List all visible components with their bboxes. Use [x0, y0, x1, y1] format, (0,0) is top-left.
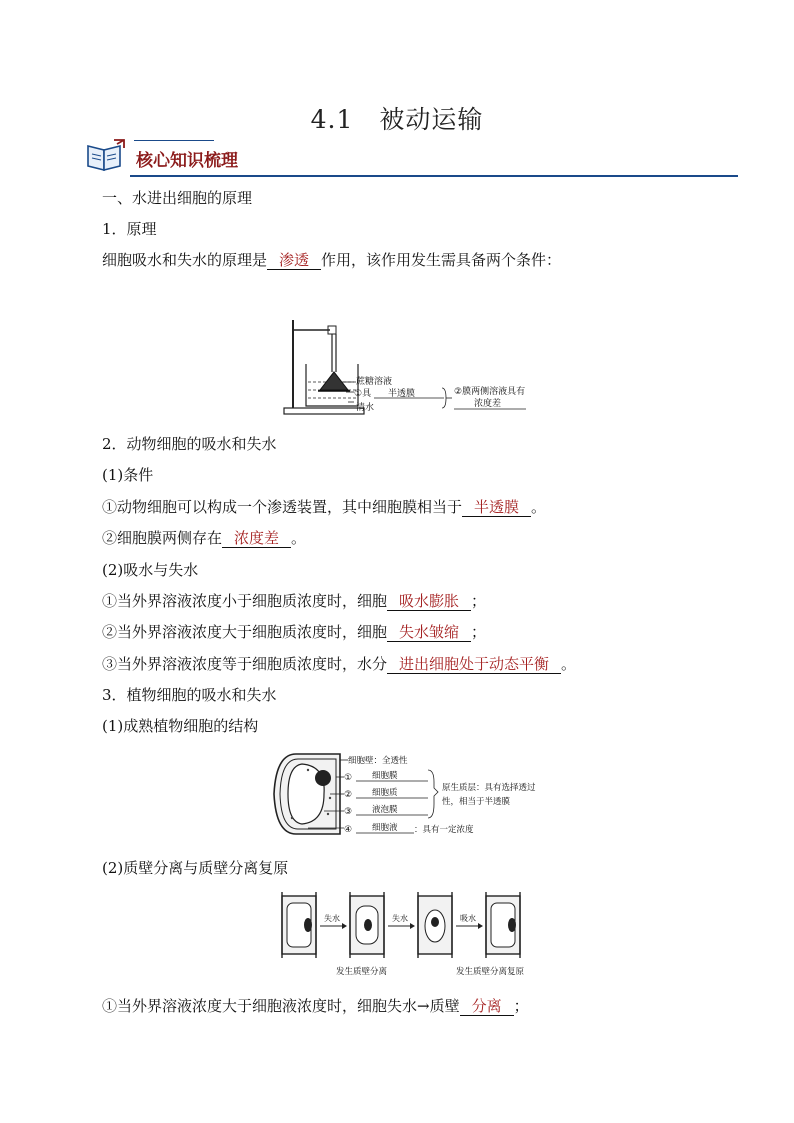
answer-blank: 半透膜: [462, 498, 531, 517]
subheading-plasmolysis: (2)质壁分离与质壁分离复原: [102, 859, 289, 877]
label-n3: ③: [344, 807, 353, 817]
label-cytoplasm: 细胞质: [372, 788, 398, 798]
condition-1: [102, 497, 546, 517]
label-n4: ④: [344, 825, 353, 835]
text-segment: 。: [291, 529, 307, 547]
page-title: [0, 100, 794, 136]
plant-cell-structure-figure: [268, 748, 558, 840]
plasmolysis-rule-1: [102, 996, 529, 1016]
text-segment: ；: [513, 997, 529, 1015]
subheading-structure: (1)成熟植物细胞的结构: [102, 717, 259, 735]
label-water: 清水: [356, 403, 375, 413]
text-segment: ②当外界溶液浓度大于细胞质浓度时，细胞: [102, 623, 388, 641]
caption-plasmolysis: 发生质壁分离: [336, 967, 388, 977]
answer-blank: 进出细胞处于动态平衡: [387, 655, 561, 674]
label-right: ②膜两侧溶液具有: [454, 387, 526, 397]
text-segment: 。: [561, 655, 577, 673]
text-segment: 。: [531, 498, 547, 516]
label-n2: ②: [344, 790, 353, 800]
cell-plasmolysis-full: [418, 892, 452, 958]
label-cell-sap: 细胞液: [372, 823, 398, 833]
cell-plasmolysis-start: [350, 892, 384, 958]
title-number: 4.1: [310, 105, 354, 134]
arrow-label-2: 失水: [392, 914, 408, 923]
text-segment: ①当外界溶液浓度小于细胞质浓度时，细胞: [102, 592, 388, 610]
label-right2: 浓度差: [474, 399, 502, 409]
heading-water-principle: 一、水进出细胞的原理: [102, 189, 253, 207]
text-segment: ；: [471, 623, 487, 641]
label-sucrose: 蔗糖溶液: [356, 377, 393, 387]
plasmolysis-sequence-figure: [276, 892, 536, 978]
text-segment: ；: [471, 592, 487, 610]
banner-top-line: [134, 140, 214, 141]
text-segment: ③当外界溶液浓度等于细胞质浓度时，水分: [102, 655, 388, 673]
text-segment: ②细胞膜两侧存在: [102, 529, 223, 547]
label-circle1: ①具: [354, 389, 372, 399]
banner-label: 核心知识梳理: [136, 151, 238, 171]
heading-animal-cell: 2．动物细胞的吸水和失水: [102, 435, 277, 453]
cell-recovered: [486, 892, 520, 958]
answer-blank: 失水皱缩: [387, 623, 471, 642]
label-tonoplast: 液泡膜: [372, 805, 398, 815]
osmosis-apparatus-figure: [282, 316, 532, 420]
arrow-label-1: 失水: [324, 914, 340, 923]
label-cell-sap-suffix: ：具有一定浓度: [414, 825, 474, 835]
text-segment: 作用，该作用发生需具备两个条件：: [321, 251, 562, 269]
text-segment: ①动物细胞可以构成一个渗透装置，其中细胞膜相当于: [102, 498, 463, 516]
answer-blank: 吸水膨胀: [387, 592, 471, 611]
water-rule-2: [102, 622, 486, 642]
paragraph-principle: [102, 250, 561, 270]
text-segment: 细胞吸水和失水的原理是: [102, 251, 268, 269]
answer-blank: 分离: [460, 997, 514, 1016]
condition-2: [102, 528, 306, 548]
section-banner: [84, 134, 738, 180]
heading-plant-cell: 3．植物细胞的吸水和失水: [102, 686, 277, 704]
label-membrane: 半透膜: [388, 389, 416, 399]
book-icon: [84, 138, 128, 174]
subheading-conditions: (1)条件: [102, 466, 154, 484]
cell-normal: [282, 892, 316, 958]
label-protoplast-2: 性，相当于半透膜: [442, 797, 511, 807]
subheading-principle: 1．原理: [102, 220, 157, 238]
answer-blank: 渗透: [267, 251, 321, 270]
title-text: 被动运输: [379, 105, 484, 134]
label-membrane: 细胞膜: [372, 771, 398, 781]
subheading-absorb-lose: (2)吸水与失水: [102, 561, 199, 579]
label-protoplast-1: 原生质层：具有选择透过: [442, 783, 536, 793]
water-rule-3: [102, 654, 576, 674]
arrow-label-3: 吸水: [460, 914, 476, 923]
banner-rule: [130, 175, 738, 177]
caption-deplasmolysis: 发生质壁分离复原: [456, 967, 525, 977]
text-segment: ①当外界溶液浓度大于细胞液浓度时，细胞失水→质壁: [102, 997, 460, 1015]
answer-blank: 浓度差: [222, 529, 291, 548]
label-cell-wall: 细胞壁：全透性: [348, 756, 408, 766]
label-n1: ①: [344, 773, 353, 783]
water-rule-1: [102, 591, 486, 611]
